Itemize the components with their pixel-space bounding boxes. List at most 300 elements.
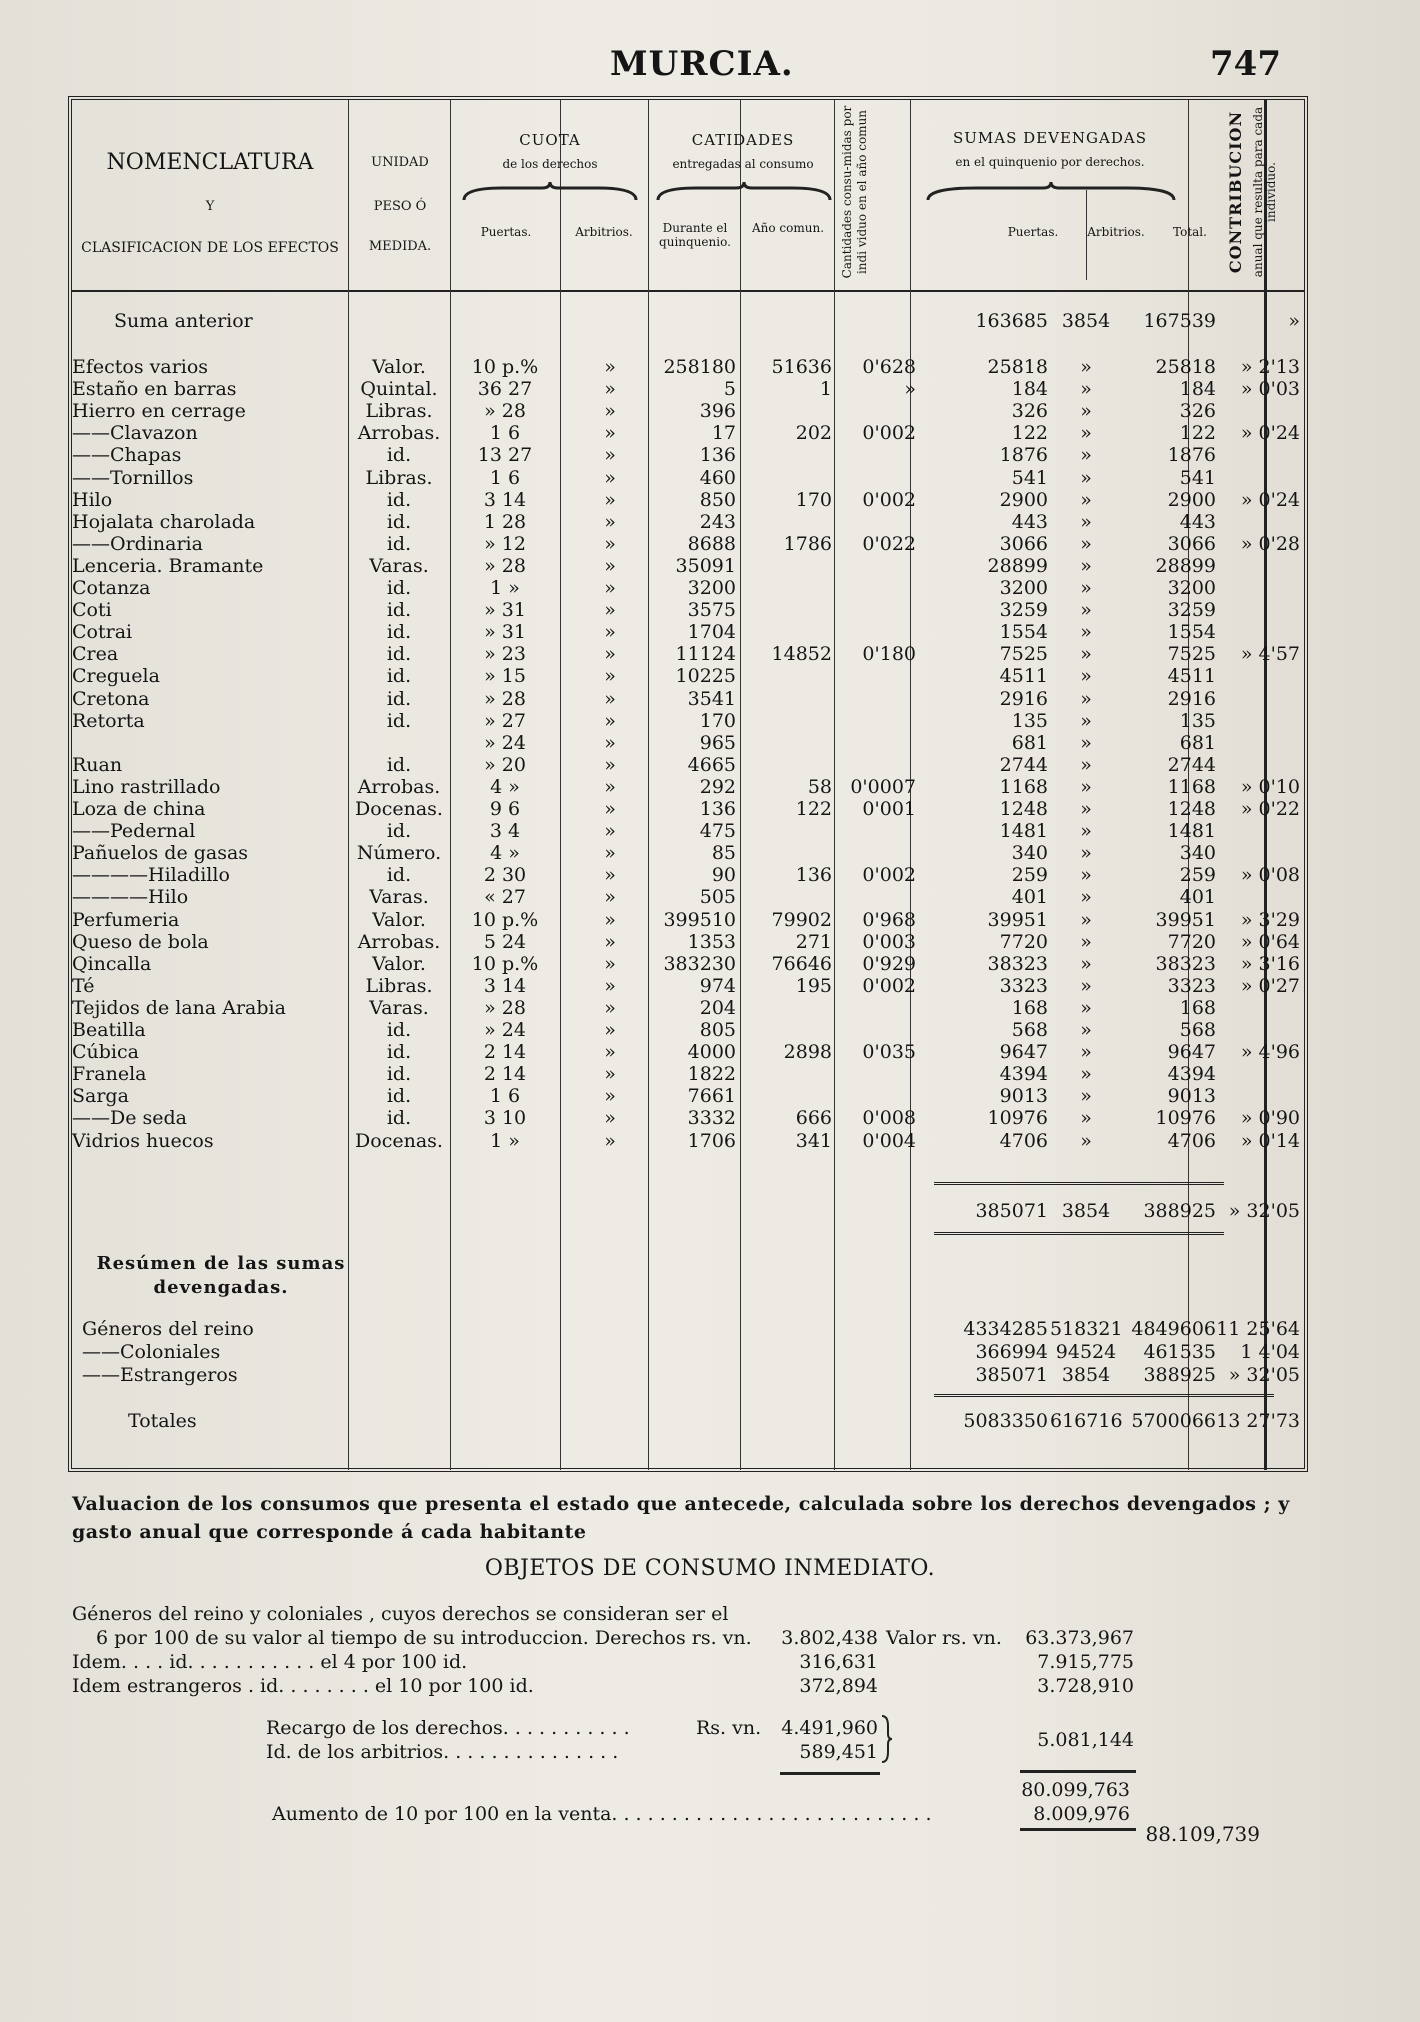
cell-dur: 1704 — [687, 621, 736, 644]
cell-spu: 681 — [1011, 731, 1048, 754]
cell-sar: » — [1080, 864, 1092, 887]
cell-ind: 0'022 — [862, 532, 916, 555]
cell-spu: 4511 — [999, 665, 1048, 688]
cell-unit: Valor. — [372, 952, 426, 975]
resumen-cell-tot: 461535 — [1143, 1341, 1216, 1363]
cell-dur: 974 — [699, 974, 736, 997]
cell-ano: 202 — [795, 422, 832, 445]
cell-dur: 3541 — [687, 687, 736, 710]
cell-con: » 0'28 — [1240, 532, 1300, 555]
header-cantidades-vertical: Cantidades consu-midas por indi viduo en el año comun — [840, 105, 869, 279]
sum-rule — [1020, 1770, 1136, 1773]
resumen-cell-spu: 385071 — [975, 1364, 1048, 1386]
cell-arb: » — [604, 1085, 616, 1108]
item-name: ——De seda — [72, 1107, 188, 1130]
item-name: Retorta — [72, 709, 145, 732]
cell-spu: 3066 — [999, 532, 1048, 555]
cell-dur: 460 — [699, 466, 736, 489]
valuation-line-text: Idem estrangeros . id. . . . . . . . el 10 por 100 id. — [72, 1675, 534, 1697]
cell-spu: 541 — [1011, 466, 1048, 489]
cell-arb: » — [604, 356, 616, 378]
item-name: ——Chapas — [72, 444, 182, 467]
cell-sar: » — [1080, 709, 1092, 732]
cell-spu: 135 — [1011, 709, 1048, 732]
cell-sar: » — [1080, 466, 1092, 489]
cell-ind: 0'001 — [862, 798, 916, 820]
table-row — [0, 1107, 1420, 1129]
cell-spu: 3323 — [999, 974, 1048, 997]
cell-ind: 0'008 — [862, 1107, 916, 1130]
cell-dur: 136 — [699, 444, 736, 467]
cell-pue: 10 p.% — [471, 908, 539, 931]
cell-unit: Docenas. — [355, 798, 443, 820]
cell-unit: Valor. — [372, 356, 426, 378]
cell-tot: 681 — [1179, 731, 1216, 754]
grand-total-line — [0, 1822, 1420, 1846]
cell-dur: 10225 — [675, 665, 736, 688]
item-name: Sarga — [72, 1085, 129, 1108]
item-name: Tejidos de lana Arabia — [72, 996, 286, 1019]
cell-unit: Varas. — [369, 886, 429, 909]
table-row — [0, 643, 1420, 665]
cell-pue: » 20 — [484, 753, 526, 776]
table-row — [0, 599, 1420, 621]
cell-pue: 3 14 — [483, 974, 527, 997]
cell-tot: 122 — [1179, 422, 1216, 445]
table-row — [0, 400, 1420, 422]
cell-ano: 170 — [795, 488, 832, 511]
cell-unit: id. — [386, 577, 412, 599]
cell-spu: 259 — [1011, 864, 1048, 887]
cell-sar: » — [1080, 532, 1092, 555]
running-title: MURCIA. — [610, 44, 794, 84]
resumen-row — [0, 1364, 1420, 1386]
cell-con: » 0'90 — [1240, 1107, 1300, 1130]
cell-dur: 383230 — [663, 952, 736, 975]
cell-pue: 4 » — [490, 842, 520, 865]
table-row — [0, 467, 1420, 489]
resumen-cell-con: 11 25'64 — [1216, 1318, 1300, 1340]
cell-ind: 0'968 — [862, 908, 916, 931]
cell-arb: » — [604, 952, 616, 975]
cell-tot: 38323 — [1155, 952, 1216, 975]
cell-unit: id. — [386, 444, 412, 467]
cell-sar: » — [1080, 400, 1092, 423]
cell-arb: » — [604, 400, 616, 423]
item-name: ——Ordinaria — [72, 532, 203, 555]
cell-pue: » 24 — [484, 731, 526, 754]
cell-tot: 39951 — [1155, 908, 1216, 931]
table-row — [0, 511, 1420, 533]
cell-unit: Libras. — [365, 400, 433, 423]
cell-tot: 28899 — [1155, 554, 1216, 577]
cell-sar: » — [1080, 577, 1092, 599]
resumen-title: Resúmen de las sumas devengadas. — [96, 1253, 346, 1298]
cell-unit: Docenas. — [355, 1129, 443, 1152]
table-row — [0, 489, 1420, 511]
resumen-name: ——Estrangeros — [82, 1364, 238, 1386]
cell-arb: » — [604, 577, 616, 599]
item-name: Coti — [72, 599, 112, 622]
suma-anterior-arbitrios: 3854 — [1061, 310, 1111, 332]
page-number: 747 — [1210, 44, 1281, 84]
cell-pue: » 28 — [484, 400, 526, 423]
valuation-line — [0, 1674, 1420, 1698]
header-ano: Año comun. — [751, 221, 825, 235]
resumen-cell-spu: 4334285 — [963, 1318, 1048, 1340]
subtotal-valor-value: 80.099,763 — [1021, 1779, 1130, 1801]
item-name: Hojalata charolada — [72, 510, 256, 533]
cell-con: » 0'24 — [1240, 422, 1300, 445]
cell-sar: » — [1080, 952, 1092, 975]
cell-arb: » — [604, 665, 616, 688]
cell-tot: 168 — [1179, 996, 1216, 1019]
cell-tot: 2900 — [1167, 488, 1216, 511]
totales-contribucion: 13 27'73 — [1216, 1410, 1300, 1432]
cell-unit: id. — [386, 753, 412, 776]
cell-unit: id. — [386, 1019, 412, 1041]
item-name: Cotrai — [72, 621, 133, 644]
cell-spu: 38323 — [987, 952, 1048, 975]
cell-sar: » — [1080, 1019, 1092, 1041]
cell-unit: Arrobas. — [357, 775, 441, 798]
cell-dur: 7661 — [687, 1085, 736, 1108]
cell-unit: Varas. — [369, 996, 429, 1019]
cell-spu: 1168 — [999, 775, 1048, 798]
cell-ind: 0'002 — [862, 864, 916, 887]
cell-pue: » 31 — [484, 621, 526, 644]
cell-tot: 1876 — [1167, 444, 1216, 467]
item-name: Ruan — [72, 753, 123, 776]
cell-spu: 4394 — [999, 1063, 1048, 1086]
cell-arb: » — [604, 532, 616, 555]
cell-unit: id. — [386, 1041, 412, 1064]
valuation-line-text: Géneros del reino y coloniales , cuyos derechos se consideran ser el — [72, 1603, 729, 1625]
item-name: Té — [72, 974, 95, 997]
cell-ano: 136 — [795, 864, 832, 887]
subtotal-contribucion: » 32'05 — [1228, 1200, 1300, 1222]
cell-tot: 1554 — [1167, 621, 1216, 644]
cell-dur: 258180 — [663, 356, 736, 378]
arbitrios-label: Id. de los arbitrios. . . . . . . . . . . . . . . — [266, 1741, 619, 1763]
cell-con: » 3'16 — [1240, 952, 1300, 975]
cell-tot: 3200 — [1167, 577, 1216, 599]
cell-dur: 35091 — [675, 554, 736, 577]
cell-arb: » — [604, 709, 616, 732]
cell-ano: 1 — [819, 378, 832, 401]
cell-spu: 1554 — [999, 621, 1048, 644]
cell-dur: 396 — [699, 400, 736, 423]
cell-ano: 341 — [795, 1129, 832, 1152]
cell-arb: » — [604, 444, 616, 467]
cell-tot: 3066 — [1167, 532, 1216, 555]
cell-dur: 399510 — [663, 908, 736, 931]
cell-sar: » — [1080, 798, 1092, 820]
cell-arb: » — [604, 554, 616, 577]
cell-spu: 168 — [1011, 996, 1048, 1019]
cell-tot: 4511 — [1167, 665, 1216, 688]
table-row — [0, 665, 1420, 687]
cell-pue: » 28 — [484, 687, 526, 710]
cell-ind: 0'929 — [862, 952, 916, 975]
resumen-row — [0, 1318, 1420, 1340]
header-nomenclatura: NOMENCLATURA — [106, 150, 314, 175]
cell-spu: 2916 — [999, 687, 1048, 710]
cell-pue: » 23 — [484, 643, 526, 666]
item-name: Franela — [72, 1063, 147, 1086]
cell-tot: 2744 — [1167, 753, 1216, 776]
cell-dur: 170 — [699, 709, 736, 732]
cell-tot: 4706 — [1167, 1129, 1216, 1152]
cell-con: » 2'13 — [1240, 356, 1300, 378]
item-name: ————Hiladillo — [72, 864, 230, 887]
cell-spu: 1876 — [999, 444, 1048, 467]
cell-ano: 14852 — [771, 643, 832, 666]
cell-sar: » — [1080, 886, 1092, 909]
cell-dur: 505 — [699, 886, 736, 909]
cell-unit: id. — [386, 643, 412, 666]
cell-tot: 9013 — [1167, 1085, 1216, 1108]
running-head — [0, 44, 1420, 84]
table-row — [0, 444, 1420, 466]
cell-tot: 135 — [1179, 709, 1216, 732]
cell-ind: » — [904, 378, 916, 401]
item-name: ——Pedernal — [72, 820, 196, 843]
brace-icon — [656, 180, 832, 204]
table-row — [0, 422, 1420, 444]
cell-unit: id. — [386, 621, 412, 644]
table-row — [0, 577, 1420, 599]
cell-pue: » 28 — [484, 554, 526, 577]
cell-ind: 0'035 — [862, 1041, 916, 1064]
suma-anterior-puertas: 163685 — [975, 310, 1048, 332]
header-catidades: CATIDADES — [691, 131, 795, 149]
table-row — [0, 533, 1420, 555]
header-y: Y — [205, 199, 215, 214]
item-name: Lino rastrillado — [72, 775, 221, 798]
cell-tot: 7720 — [1167, 930, 1216, 953]
cell-pue: 3 10 — [483, 1107, 527, 1130]
cell-arb: » — [604, 1129, 616, 1152]
aumento-label: Aumento de 10 por 100 en la venta. . . . . . . . . . . . . . . . . . . . . . . . . . . — [272, 1803, 932, 1825]
cell-unit: id. — [386, 1063, 412, 1086]
cell-arb: » — [604, 908, 616, 931]
cell-tot: 10976 — [1155, 1107, 1216, 1130]
table-row — [0, 798, 1420, 820]
cell-arb: » — [604, 643, 616, 666]
suma-anterior-label: Suma anterior — [114, 310, 253, 332]
cell-sar: » — [1080, 643, 1092, 666]
resumen-cell-tot: 4849606 — [1131, 1318, 1216, 1340]
cell-pue: 1 » — [490, 577, 520, 599]
cell-dur: 475 — [699, 820, 736, 843]
cell-dur: 3575 — [687, 599, 736, 622]
cell-ind: 0'004 — [862, 1129, 916, 1152]
cell-dur: 965 — [699, 731, 736, 754]
cell-arb: » — [604, 378, 616, 401]
cell-dur: 850 — [699, 488, 736, 511]
cell-unit: id. — [386, 488, 412, 511]
cell-spu: 39951 — [987, 908, 1048, 931]
item-name: Lenceria. Bramante — [72, 554, 264, 577]
cell-tot: 25818 — [1155, 356, 1216, 378]
cell-pue: « 27 — [484, 886, 526, 909]
cell-spu: 9647 — [999, 1041, 1048, 1064]
cell-pue: 2 14 — [483, 1041, 527, 1064]
cell-spu: 122 — [1011, 422, 1048, 445]
cell-spu: 10976 — [987, 1107, 1048, 1130]
cell-unit: id. — [386, 665, 412, 688]
cell-pue: 4 » — [490, 775, 520, 798]
cell-spu: 568 — [1011, 1019, 1048, 1041]
item-name: ——Clavazon — [72, 422, 198, 445]
cell-ind: 0'628 — [862, 356, 916, 378]
cell-sar: » — [1080, 908, 1092, 931]
cell-con: » 0'10 — [1240, 775, 1300, 798]
table-row — [0, 356, 1420, 378]
cell-unit: Quintal. — [360, 378, 438, 401]
suma-anterior-row — [0, 310, 1420, 332]
cell-spu: 443 — [1011, 510, 1048, 533]
cell-unit: id. — [386, 687, 412, 710]
item-name: Qincalla — [72, 952, 152, 975]
cell-sar: » — [1080, 775, 1092, 798]
table-row — [0, 1019, 1420, 1041]
valuation-line-text: 6 por 100 de su valor al tiempo de su introduccion. Derechos rs. vn. — [96, 1627, 752, 1649]
cell-ind: 0'002 — [862, 488, 916, 511]
cell-pue: » 31 — [484, 599, 526, 622]
braced-total-line — [0, 1728, 1420, 1752]
valuation-line-text: Idem. . . . id. . . . . . . . . . . el 4 por 100 id. — [72, 1651, 468, 1673]
cell-ano: 76646 — [771, 952, 832, 975]
cell-dur: 17 — [711, 422, 736, 445]
item-name: Estaño en barras — [72, 378, 237, 401]
table-row — [0, 1085, 1420, 1107]
cell-arb: » — [604, 510, 616, 533]
cell-sar: » — [1080, 820, 1092, 843]
cell-sar: » — [1080, 378, 1092, 401]
cell-ano: 1786 — [783, 532, 832, 555]
cell-spu: 1248 — [999, 798, 1048, 820]
cell-sar: » — [1080, 444, 1092, 467]
cell-pue: » 12 — [484, 532, 526, 555]
derechos-value: 3.802,438 — [781, 1627, 878, 1649]
cell-tot: 3323 — [1167, 974, 1216, 997]
valuation-line — [0, 1626, 1420, 1650]
cell-ind: 0'0007 — [850, 775, 916, 798]
header-catidades-sub: entregadas al consumo — [672, 157, 814, 171]
valuation-subheading: OBJETOS DE CONSUMO INMEDIATO. — [484, 1556, 936, 1581]
cell-sar: » — [1080, 842, 1092, 865]
suma-anterior-contribucion: » — [1288, 310, 1300, 332]
cell-arb: » — [604, 842, 616, 865]
grand-total-value: 88.109,739 — [1145, 1822, 1260, 1846]
cell-pue: 1 » — [490, 1129, 520, 1152]
cell-spu: 25818 — [987, 356, 1048, 378]
header-medida: MEDIDA. — [368, 239, 432, 254]
cell-pue: 3 4 — [489, 820, 521, 843]
header-sumas-sub: en el quinquenio por derechos. — [955, 155, 1145, 169]
header-sumas-total: Total. — [1173, 225, 1207, 239]
cell-con: » 3'29 — [1240, 908, 1300, 931]
table-row — [0, 688, 1420, 710]
cell-sar: » — [1080, 1063, 1092, 1086]
cell-pue: 36 27 — [477, 378, 533, 401]
cell-arb: » — [604, 488, 616, 511]
table-row — [0, 710, 1420, 732]
cell-dur: 4665 — [687, 753, 736, 776]
table-row — [0, 732, 1420, 754]
sum-rule — [934, 1232, 1224, 1235]
cell-ano: 271 — [795, 930, 832, 953]
totales-arbitrios: 616716 — [1050, 1410, 1123, 1432]
table-row — [0, 953, 1420, 975]
cell-tot: 9647 — [1167, 1041, 1216, 1064]
cell-tot: 401 — [1179, 886, 1216, 909]
cell-tot: 568 — [1179, 1019, 1216, 1041]
cell-dur: 805 — [699, 1019, 736, 1041]
cell-ano: 666 — [795, 1107, 832, 1130]
cell-tot: 1168 — [1167, 775, 1216, 798]
table-row — [0, 864, 1420, 886]
cell-unit: Número. — [356, 842, 442, 865]
header-sumas-arbitrios: Arbitrios. — [1087, 225, 1145, 239]
table-row — [0, 754, 1420, 776]
cell-spu: 4706 — [999, 1129, 1048, 1152]
table-row — [0, 621, 1420, 643]
cell-pue: » 28 — [484, 996, 526, 1019]
cell-unit: id. — [386, 1107, 412, 1130]
cell-pue: 10 p.% — [471, 356, 539, 378]
valuation-line — [0, 1650, 1420, 1674]
sum-rule — [780, 1772, 880, 1775]
cell-dur: 85 — [711, 842, 736, 865]
item-name: Hierro en cerrage — [72, 400, 246, 423]
table-row — [0, 975, 1420, 997]
cell-arb: » — [604, 1041, 616, 1064]
table-row — [0, 909, 1420, 931]
item-name: Cretona — [72, 687, 150, 710]
cell-arb: » — [604, 864, 616, 887]
cell-spu: 401 — [1011, 886, 1048, 909]
resumen-row — [0, 1341, 1420, 1363]
cell-ano: 79902 — [771, 908, 832, 931]
resumen-cell-spu: 366994 — [975, 1341, 1048, 1363]
table-row — [0, 820, 1420, 842]
cell-dur: 3332 — [687, 1107, 736, 1130]
cell-pue: 2 14 — [483, 1063, 527, 1086]
table-row — [0, 1130, 1420, 1152]
cell-sar: » — [1080, 665, 1092, 688]
cell-arb: » — [604, 753, 616, 776]
cell-spu: 7525 — [999, 643, 1048, 666]
cell-spu: 326 — [1011, 400, 1048, 423]
cell-ano: 195 — [795, 974, 832, 997]
cell-ind: 0'002 — [862, 974, 916, 997]
cell-unit: Varas. — [369, 554, 429, 577]
cell-unit: id. — [386, 532, 412, 555]
cell-pue: 1 6 — [489, 466, 521, 489]
cell-sar: » — [1080, 1129, 1092, 1152]
cell-con: » 0'27 — [1240, 974, 1300, 997]
cell-dur: 292 — [699, 775, 736, 798]
table-row — [0, 931, 1420, 953]
cell-pue: » 24 — [484, 1019, 526, 1041]
brace-icon — [926, 180, 1176, 204]
cell-tot: 443 — [1179, 510, 1216, 533]
item-name: Creguela — [72, 665, 160, 688]
cell-sar: » — [1080, 422, 1092, 445]
